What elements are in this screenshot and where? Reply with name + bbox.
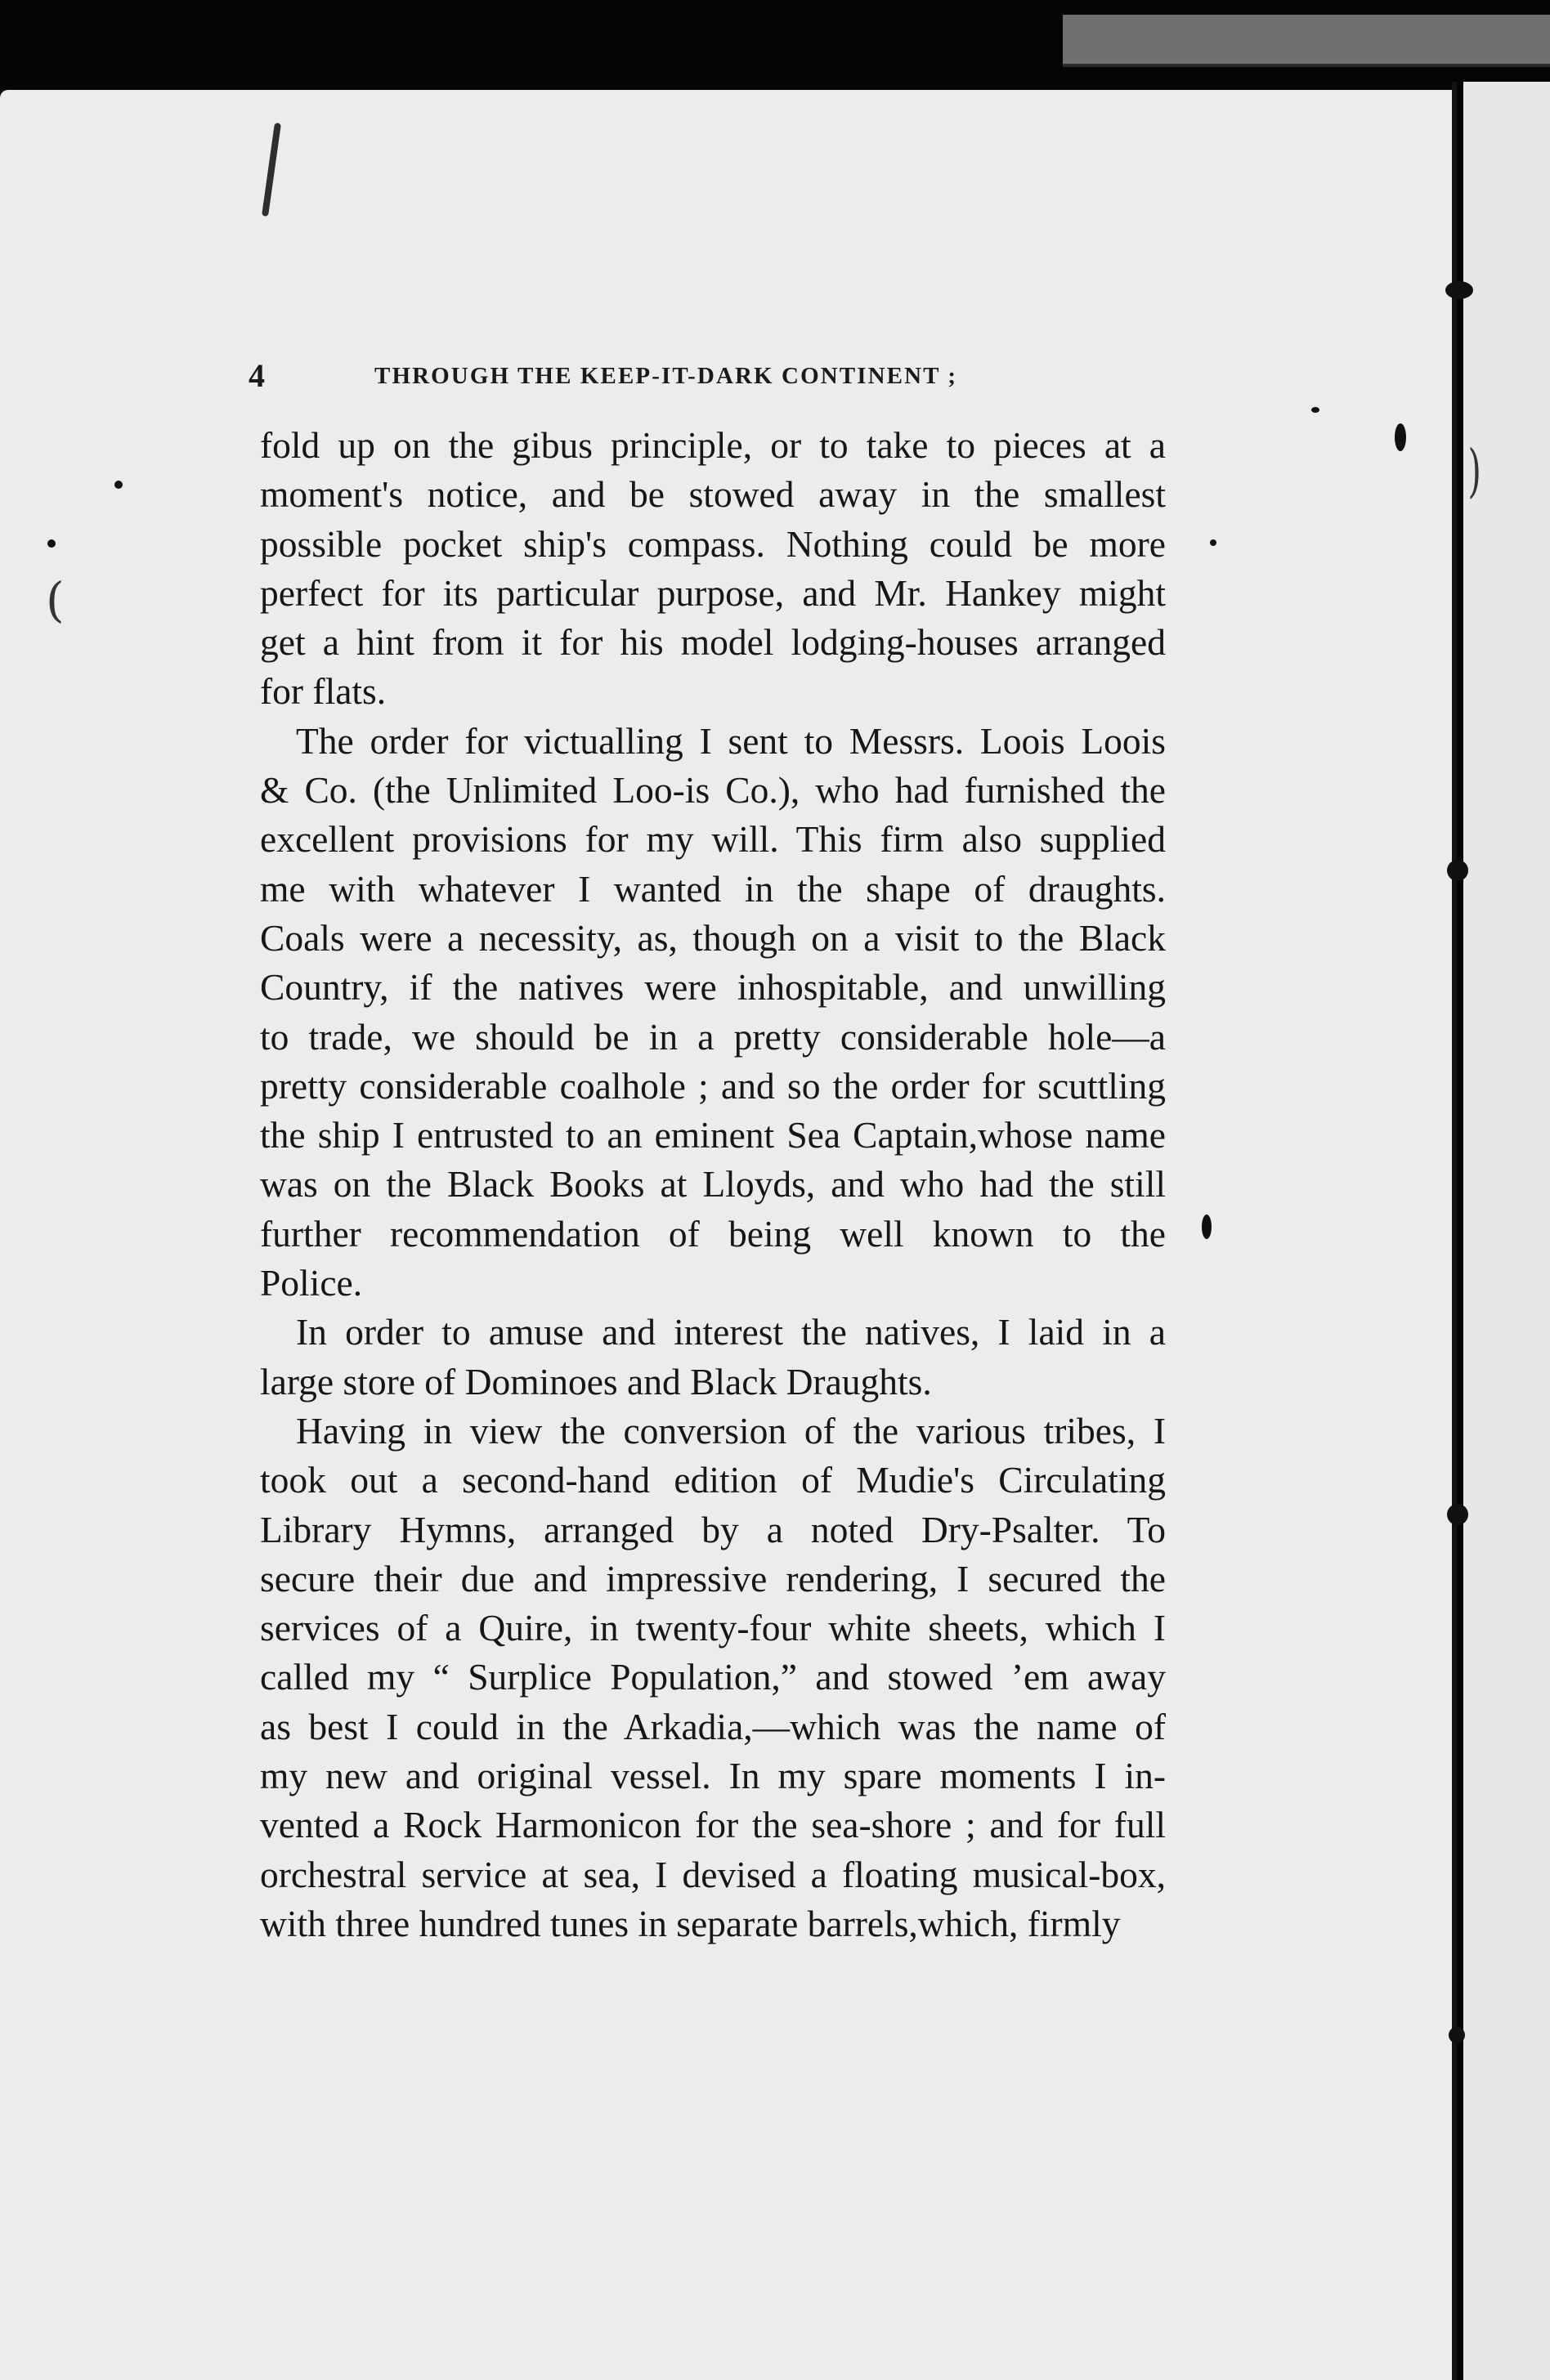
text-line: as best I could in the Arkadia,—which was the name of: [260, 1705, 1166, 1747]
running-head: THROUGH THE KEEP-IT-DARK CONTINENT ;: [374, 363, 958, 389]
text-line: possible pocket ship's compass. Nothing could be more: [260, 522, 1166, 565]
text-line: pretty considerable coalhole ; and so the order for scuttling: [260, 1064, 1166, 1107]
text-line: The order for victualling I sent to Messrs. Loois Loois: [296, 719, 1166, 762]
text-line: secure their due and impressive rendering, I secured the: [260, 1557, 1166, 1599]
text-line: Library Hymns, arranged by a noted Dry-Psalter. To: [260, 1508, 1166, 1550]
text-line: large store of Dominoes and Black Draughts.: [260, 1360, 932, 1402]
text-line: further recommendation of being well known to the: [260, 1212, 1166, 1255]
text-line: Coals were a necessity, as, though on a visit to the Black: [260, 916, 1166, 959]
binding-hole-mark: [1449, 2027, 1465, 2043]
paragraph: [260, 1308, 1166, 1407]
facing-page-edge: [1463, 82, 1550, 2380]
text-line: Having in view the conversion of the various tribes, I: [296, 1409, 1166, 1452]
ink-speck: [47, 539, 56, 548]
paragraph: [260, 717, 1166, 1309]
text-line: get a hint from it for his model lodging-houses arranged: [260, 621, 1166, 664]
text-line: fold up on the gibus principle, or to take to pieces at a: [260, 424, 1166, 466]
ink-speck: [1202, 1215, 1212, 1239]
binding-hole-mark: [1447, 1504, 1468, 1525]
text-line: for flats.: [260, 670, 387, 713]
text-line: excellent provisions for my will. This firm also supplied: [260, 818, 1166, 861]
paragraph: [260, 1407, 1166, 1948]
text-line: called my “ Surplice Population,” and stowed ’em away: [260, 1656, 1166, 1698]
text-line: with three hundred tunes in separate barrels,which, firmly: [260, 1902, 1121, 1944]
ink-speck: [1311, 407, 1319, 413]
binding-hole-mark: [1447, 860, 1468, 881]
text-line: & Co. (the Unlimited Loo-is Co.), who had furnished the: [260, 769, 1166, 812]
paragraph: [260, 421, 1166, 717]
text-line: moment's notice, and be stowed away in the smallest: [260, 473, 1166, 516]
margin-bracket-mark: (: [46, 572, 65, 628]
page-number: 4: [249, 357, 265, 394]
text-line: Country, if the natives were inhospitable, and unwilling: [260, 966, 1166, 1009]
ink-speck: [1210, 539, 1216, 546]
ink-speck: [114, 481, 123, 489]
margin-bracket-mark: ): [1467, 437, 1481, 504]
body-text: [260, 421, 1166, 1948]
text-line: services of a Quire, in twenty-four white sheets, which I: [260, 1607, 1166, 1649]
text-line: the ship I entrusted to an eminent Sea Captain,whose name: [260, 1114, 1166, 1156]
text-line: In order to amuse and interest the natives, I laid in a: [296, 1311, 1166, 1353]
binding-hole-mark: [1445, 281, 1473, 299]
text-line: took out a second-hand edition of Mudie's Circulating: [260, 1459, 1166, 1501]
text-line: Police.: [260, 1262, 363, 1304]
text-line: orchestral service at sea, I devised a floating musical-box,: [260, 1853, 1166, 1895]
ink-speck: [1395, 423, 1406, 451]
text-line: vented a Rock Harmonicon for the sea-shore ; and for full: [260, 1804, 1166, 1846]
text-line: was on the Black Books at Lloyds, and who had the still: [260, 1163, 1166, 1206]
text-line: my new and original vessel. In my spare moments I in-: [260, 1755, 1166, 1797]
text-line: to trade, we should be in a pretty considerable hole—a: [260, 1015, 1166, 1058]
scanner-edge-strip: [1063, 15, 1550, 67]
text-line: me with whatever I wanted in the shape of draughts.: [260, 867, 1166, 910]
text-line: perfect for its particular purpose, and Mr. Hankey might: [260, 571, 1166, 614]
